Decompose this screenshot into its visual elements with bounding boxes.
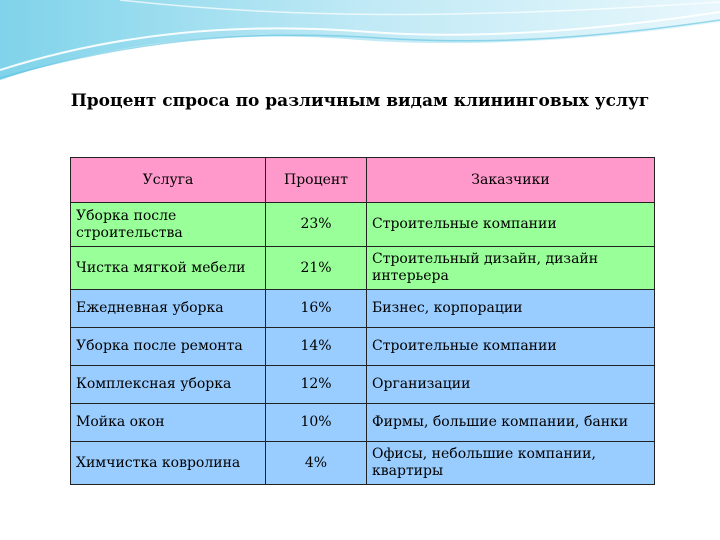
table-row xyxy=(71,203,655,247)
customers-cell: Строительный дизайн, дизайн интерьера xyxy=(367,247,655,290)
percent-cell: 12% xyxy=(266,366,367,404)
percent-cell: 21% xyxy=(266,247,367,290)
customers-cell: Бизнес, корпорации xyxy=(367,290,655,328)
table-row xyxy=(71,404,655,442)
table-row xyxy=(71,328,655,366)
service-cell: Уборка после ремонта xyxy=(71,328,266,366)
service-cell: Химчистка ковролина xyxy=(71,442,266,485)
header-service: Услуга xyxy=(71,158,266,203)
customers-cell: Организации xyxy=(367,366,655,404)
service-cell: Мойка окон xyxy=(71,404,266,442)
service-cell: Комплексная уборка xyxy=(71,366,266,404)
percent-cell: 14% xyxy=(266,328,367,366)
percent-cell: 4% xyxy=(266,442,367,485)
decorative-wave-banner xyxy=(0,0,720,95)
header-percent: Процент xyxy=(266,158,367,203)
customers-cell: Строительные компании xyxy=(367,328,655,366)
percent-cell: 10% xyxy=(266,404,367,442)
customers-cell: Офисы, небольшие компании, квартиры xyxy=(367,442,655,485)
percent-cell: 16% xyxy=(266,290,367,328)
service-cell: Уборка после строительства xyxy=(71,203,266,247)
page-title: Процент спроса по различным видам клининговых услуг xyxy=(70,91,650,111)
percent-cell: 23% xyxy=(266,203,367,247)
table-row xyxy=(71,247,655,290)
table-row xyxy=(71,442,655,485)
table-header-row xyxy=(71,158,655,203)
table-row xyxy=(71,366,655,404)
services-table xyxy=(70,157,655,485)
table-row xyxy=(71,290,655,328)
service-cell: Чистка мягкой мебели xyxy=(71,247,266,290)
customers-cell: Фирмы, большие компании, банки xyxy=(367,404,655,442)
header-customers: Заказчики xyxy=(367,158,655,203)
service-cell: Ежедневная уборка xyxy=(71,290,266,328)
customers-cell: Строительные компании xyxy=(367,203,655,247)
